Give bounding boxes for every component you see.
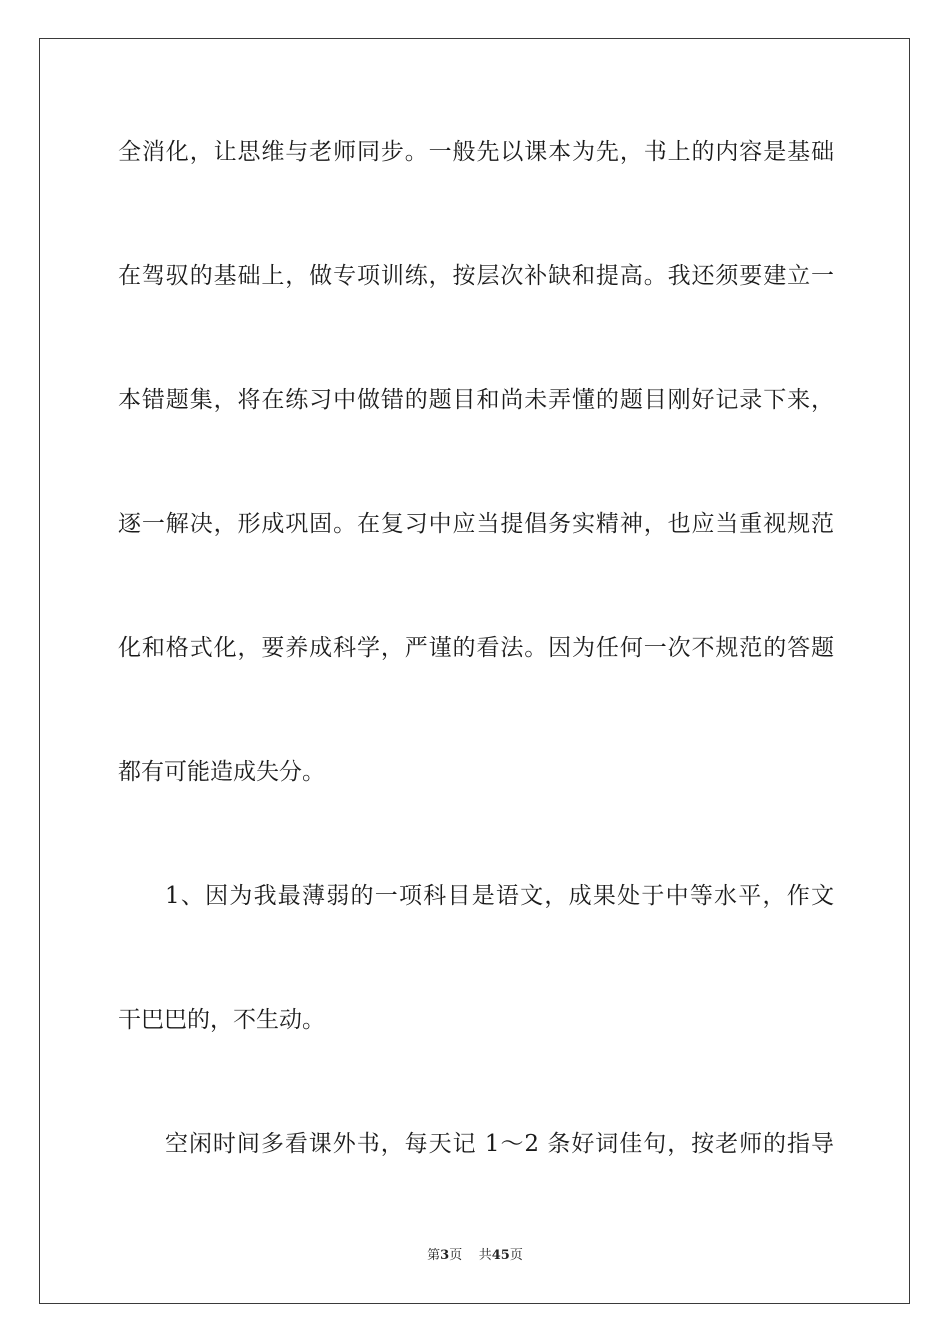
paragraph-first-line: 空闲时间多看课外书，每天记 1～2 条好词佳句，按老师的指导 bbox=[165, 1131, 834, 1157]
page-number: 3 bbox=[440, 1248, 450, 1263]
text-line: 本错题集，将在练习中做错的题目和尚未弄懂的题目刚好记录下来， bbox=[118, 387, 834, 413]
text-line: 化和格式化，要养成科学，严谨的看法。因为任何一次不规范的答题 bbox=[118, 635, 834, 661]
page-footer bbox=[0, 1247, 950, 1265]
paragraph-first-line: 1、因为我最薄弱的一项科目是语文，成果处于中等水平，作文 bbox=[165, 883, 834, 909]
text-line: 逐一解决，形成巩固。在复习中应当提倡务实精神，也应当重视规范 bbox=[118, 511, 834, 537]
text-line: 在驾驭的基础上，做专项训练，按层次补缺和提高。我还须要建立一 bbox=[118, 263, 834, 289]
text-line: 都有可能造成失分。 bbox=[118, 759, 325, 785]
page-prefix: 第 bbox=[427, 1248, 441, 1263]
text-line: 全消化，让思维与老师同步。一般先以课本为先，书上的内容是基础 bbox=[118, 139, 834, 165]
total-prefix: 共 bbox=[478, 1248, 492, 1263]
total-suffix: 页 bbox=[509, 1248, 523, 1263]
total-pages: 45 bbox=[491, 1248, 510, 1263]
text-line: 干巴巴的，不生动。 bbox=[118, 1007, 325, 1033]
page-border bbox=[39, 38, 910, 1304]
page-suffix: 页 bbox=[449, 1248, 463, 1263]
